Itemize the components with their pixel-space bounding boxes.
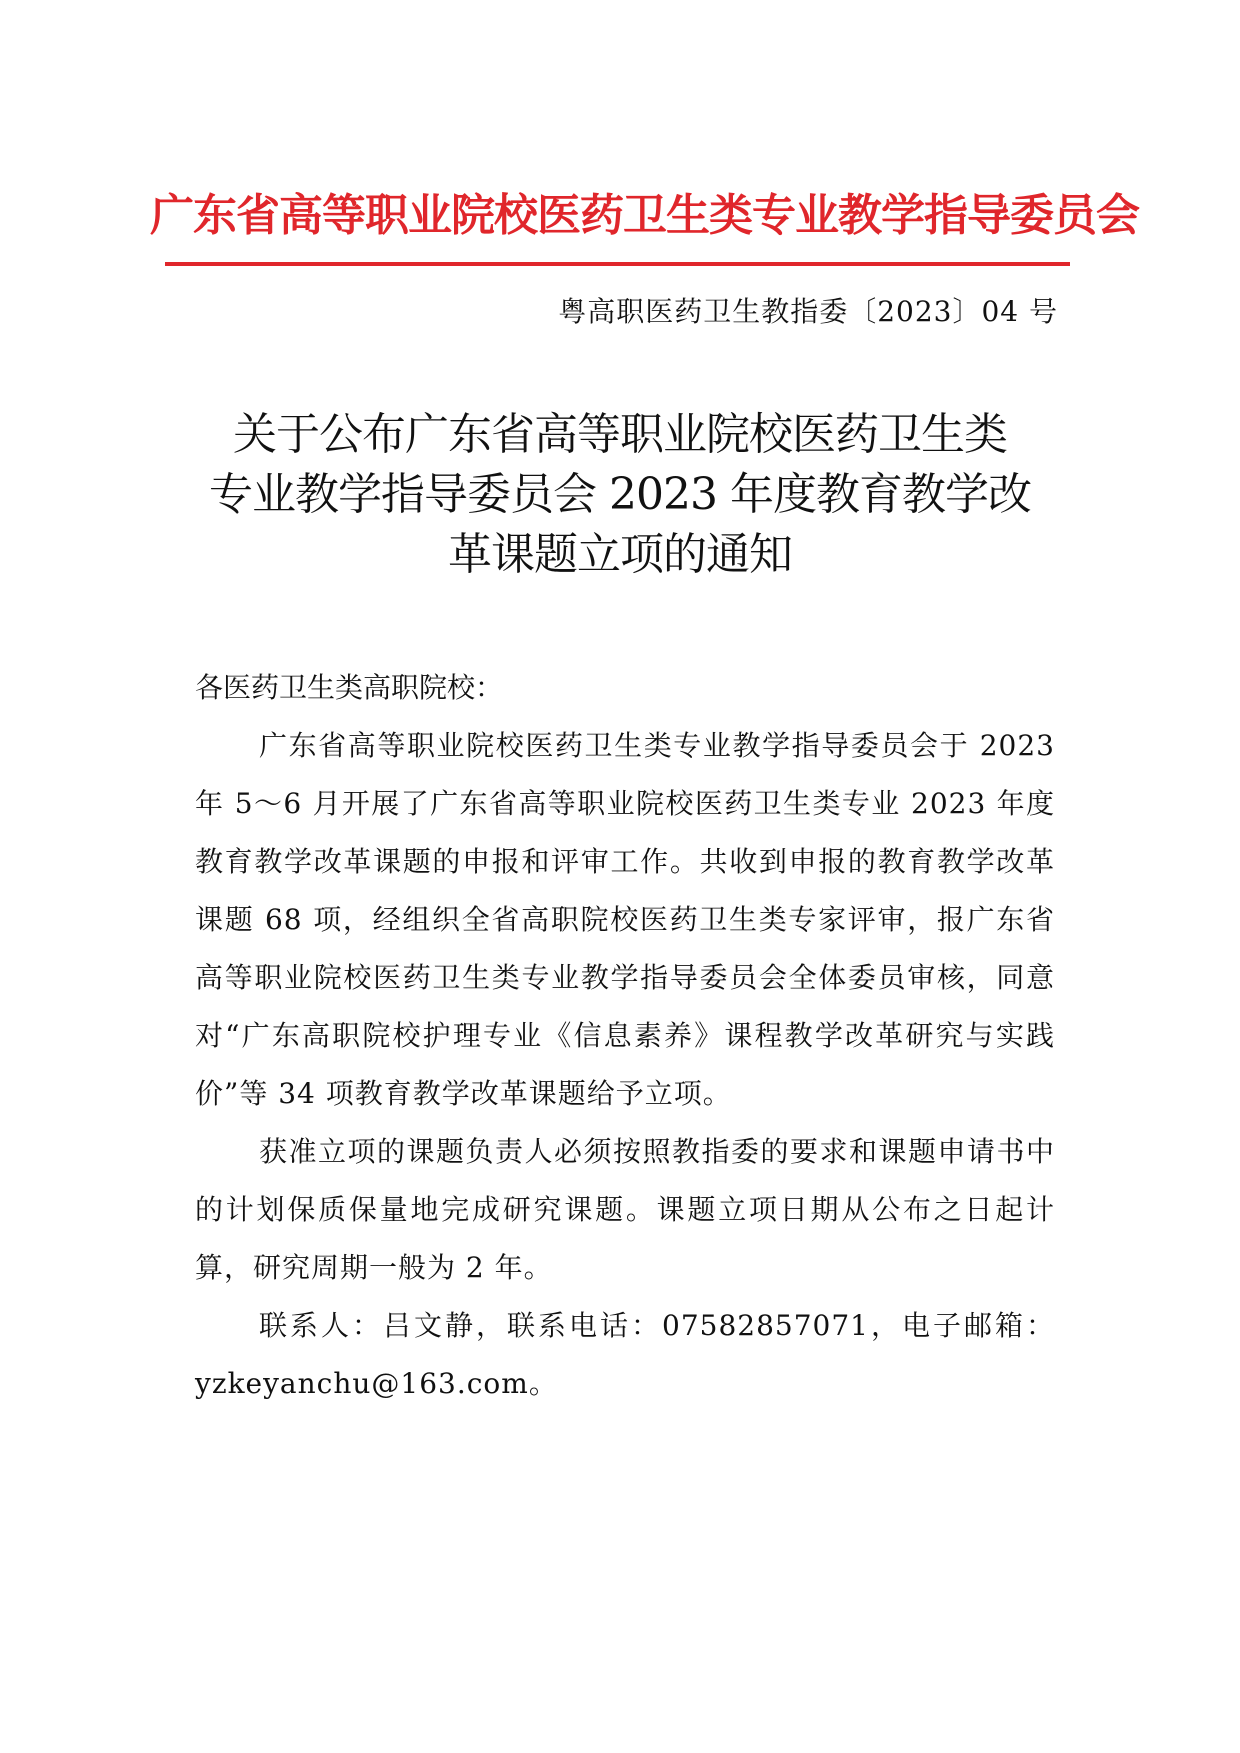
title-line: 革课题立项的通知 — [448, 529, 792, 580]
document-title — [190, 405, 1050, 585]
title-line: 关于公布广东省高等职业院校医药卫生类 — [233, 409, 1007, 460]
body-paragraph: 获准立项的课题负责人必须按照教指委的要求和课题申请书中的计划保质保量地完成研究课题。课题立项日期从公布之日起计算，研究周期一般为 2 年。 — [195, 1135, 1055, 1284]
document-number: 粤高职医药卫生教指委〔2023〕04 号 — [558, 295, 1058, 328]
title-line: 专业教学指导委员会 2023 年度教育教学改 — [209, 469, 1031, 520]
salutation: 各医药卫生类高职院校： — [195, 671, 504, 704]
contact-paragraph: 联系人：吕文静，联系电话：07582857071，电子邮箱：yzkeyanchu@163.com。 — [195, 1309, 1055, 1400]
organization-header: 广东省高等职业院校医药卫生类专业教学指导委员会 — [150, 190, 1139, 241]
body-paragraph: 广东省高等职业院校医药卫生类专业教学指导委员会于 2023 年 5～6 月开展了广东省高等职业院校医药卫生类专业 2023 年度教育教学改革课题的申报和评审工作。共收到申报的教育教学改革课题 68 项，经组织全省高职院校医药卫生类专家评审，报广东省高等职业院校医药卫生类专业教学指导委员会全体委员审核，同意对“广东高职院校护理专业《信息素养》课程教学改革研究与实践价”等 34 项教育教学改革课题给予立项。 — [195, 729, 1055, 1110]
body-text — [195, 717, 1055, 1413]
red-divider — [165, 262, 1070, 266]
